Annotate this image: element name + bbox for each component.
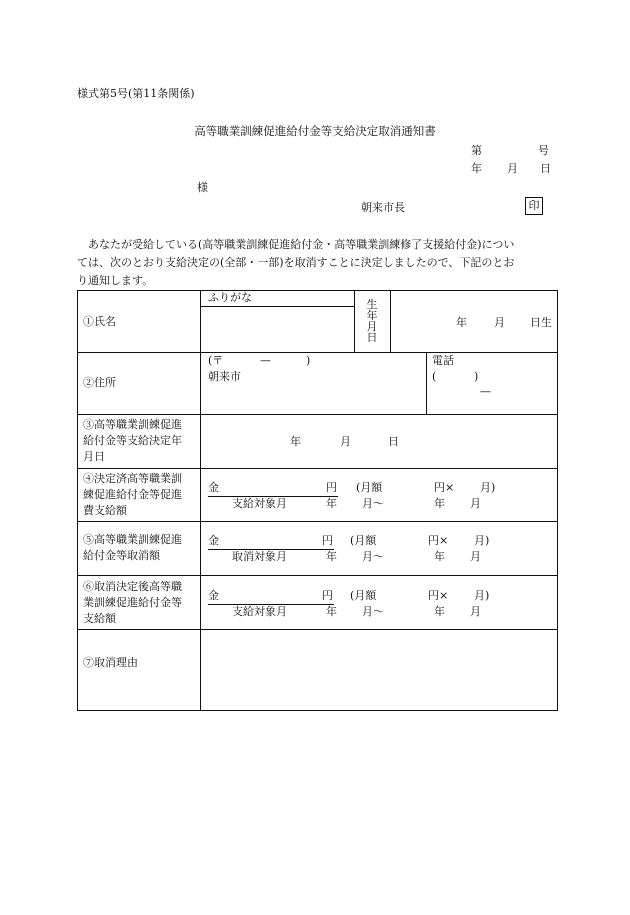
document-title: 高等職業訓練促進給付金等支給決定取消通知書 bbox=[194, 124, 436, 138]
birth-year: 年 bbox=[456, 316, 467, 329]
row-divider bbox=[78, 468, 557, 469]
birth-char: 生 bbox=[366, 298, 378, 311]
label-line: 給付金等取消額 bbox=[83, 549, 160, 562]
after-yen-x: 円× bbox=[428, 589, 449, 602]
reason-label: ⑦取消理由 bbox=[83, 656, 138, 669]
after-to-year: 年 bbox=[434, 605, 445, 618]
phone-divider bbox=[426, 352, 427, 414]
label-line: ⑥取消決定後高等職 bbox=[83, 580, 182, 593]
label-line: 給付金等支給決定年 bbox=[83, 434, 182, 447]
postal-dash: — bbox=[260, 354, 271, 367]
birth-label bbox=[366, 299, 378, 343]
furigana-line bbox=[200, 306, 354, 307]
decided-to-month: 月 bbox=[470, 497, 481, 510]
decided-month-close: 月) bbox=[480, 481, 496, 494]
column-divider bbox=[200, 291, 201, 710]
form-number: 様式第5号(第11条関係) bbox=[77, 87, 195, 100]
after-amount-label bbox=[83, 579, 182, 627]
postal-open: (〒 bbox=[208, 354, 224, 367]
notice-table bbox=[77, 290, 558, 711]
decided-yen: 円 bbox=[326, 481, 337, 494]
row-divider bbox=[78, 575, 557, 576]
notice-line: あなたが受給している(高等職業訓練促進給付金・高等職業訓練修了支援給付金)につい bbox=[77, 238, 515, 251]
decided-from-year: 年 bbox=[326, 497, 337, 510]
label-line: 月日 bbox=[83, 450, 105, 463]
postal-close: ) bbox=[306, 354, 311, 367]
decided-yen-x: 円× bbox=[434, 481, 455, 494]
label-line: ③高等職業訓練促進 bbox=[83, 418, 182, 431]
phone-close: ) bbox=[474, 370, 479, 383]
issue-date-month: 月 bbox=[507, 162, 518, 175]
phone-label: 電話 bbox=[432, 354, 454, 367]
label-line: 支給額 bbox=[83, 612, 116, 625]
after-kin: 金 bbox=[208, 589, 219, 602]
address-label: ②住所 bbox=[83, 376, 116, 389]
decided-monthly: (月額 bbox=[356, 481, 383, 494]
name-label: ①氏名 bbox=[83, 315, 116, 328]
cancelled-amount-label bbox=[83, 532, 182, 564]
birth-divider-right bbox=[390, 291, 391, 352]
decided-from-month: 月～ bbox=[362, 497, 384, 510]
cancelled-to-year: 年 bbox=[434, 550, 445, 563]
decision-year: 年 bbox=[290, 435, 301, 448]
phone-open: ( bbox=[432, 370, 437, 383]
issuer-name: 朝来市長 bbox=[361, 201, 405, 214]
after-to-month: 月 bbox=[470, 605, 481, 618]
label-line: 練促進給付金等促進 bbox=[83, 488, 182, 501]
row-divider bbox=[78, 629, 557, 630]
cancelled-from-month: 月～ bbox=[362, 550, 384, 563]
notice-body bbox=[77, 236, 561, 290]
birth-month: 月 bbox=[494, 316, 505, 329]
city-name: 朝来市 bbox=[208, 370, 241, 383]
birth-char: 日 bbox=[366, 331, 378, 344]
after-from-year: 年 bbox=[326, 605, 337, 618]
label-line: 業訓練促進給付金等 bbox=[83, 596, 182, 609]
cancelled-yen-x: 円× bbox=[428, 534, 449, 547]
furigana-label: ふりがな bbox=[208, 291, 252, 304]
decided-kin: 金 bbox=[208, 481, 219, 494]
after-yen: 円 bbox=[322, 589, 333, 602]
row-divider bbox=[78, 352, 557, 353]
reference-go: 号 bbox=[538, 144, 549, 157]
birth-char: 年 bbox=[366, 309, 378, 322]
reference-dai: 第 bbox=[471, 144, 482, 157]
birth-day: 日生 bbox=[530, 316, 552, 329]
birth-divider-left bbox=[354, 291, 355, 352]
issue-date-year: 年 bbox=[471, 162, 482, 175]
label-line: ⑤高等職業訓練促進 bbox=[83, 533, 182, 546]
birth-char: 月 bbox=[366, 320, 378, 333]
cancelled-yen: 円 bbox=[322, 534, 333, 547]
decision-month: 月 bbox=[340, 435, 351, 448]
decided-period-label: 支給対象月 bbox=[232, 497, 287, 510]
row-divider bbox=[78, 521, 557, 522]
phone-dash: — bbox=[480, 385, 491, 398]
notice-line: り通知します。 bbox=[77, 274, 154, 287]
cancelled-from-year: 年 bbox=[326, 550, 337, 563]
after-period-label: 支給対象月 bbox=[232, 605, 287, 618]
addressee-suffix: 様 bbox=[197, 181, 208, 194]
cancelled-month-close: 月) bbox=[474, 534, 490, 547]
label-line: 費支給額 bbox=[83, 504, 127, 517]
reason-field[interactable] bbox=[202, 631, 554, 707]
decision-date-label bbox=[83, 417, 182, 465]
decision-day: 日 bbox=[388, 435, 399, 448]
label-line: ④決定済高等職業訓 bbox=[83, 472, 182, 485]
after-monthly: (月額 bbox=[350, 589, 377, 602]
after-month-close: 月) bbox=[474, 589, 490, 602]
cancelled-to-month: 月 bbox=[470, 550, 481, 563]
after-from-month: 月～ bbox=[362, 605, 384, 618]
notice-line: ては、次のとおり支給決定の(全部・一部)を取消すことに決定しましたので、下記のとお bbox=[77, 256, 515, 269]
issue-date-day: 日 bbox=[540, 162, 551, 175]
cancelled-period-label: 取消対象月 bbox=[232, 550, 287, 563]
decided-amount-label bbox=[83, 471, 182, 519]
seal-stamp: 印 bbox=[525, 197, 543, 215]
row-divider bbox=[78, 414, 557, 415]
cancelled-kin: 金 bbox=[208, 534, 219, 547]
decided-to-year: 年 bbox=[434, 497, 445, 510]
cancelled-monthly: (月額 bbox=[350, 534, 377, 547]
